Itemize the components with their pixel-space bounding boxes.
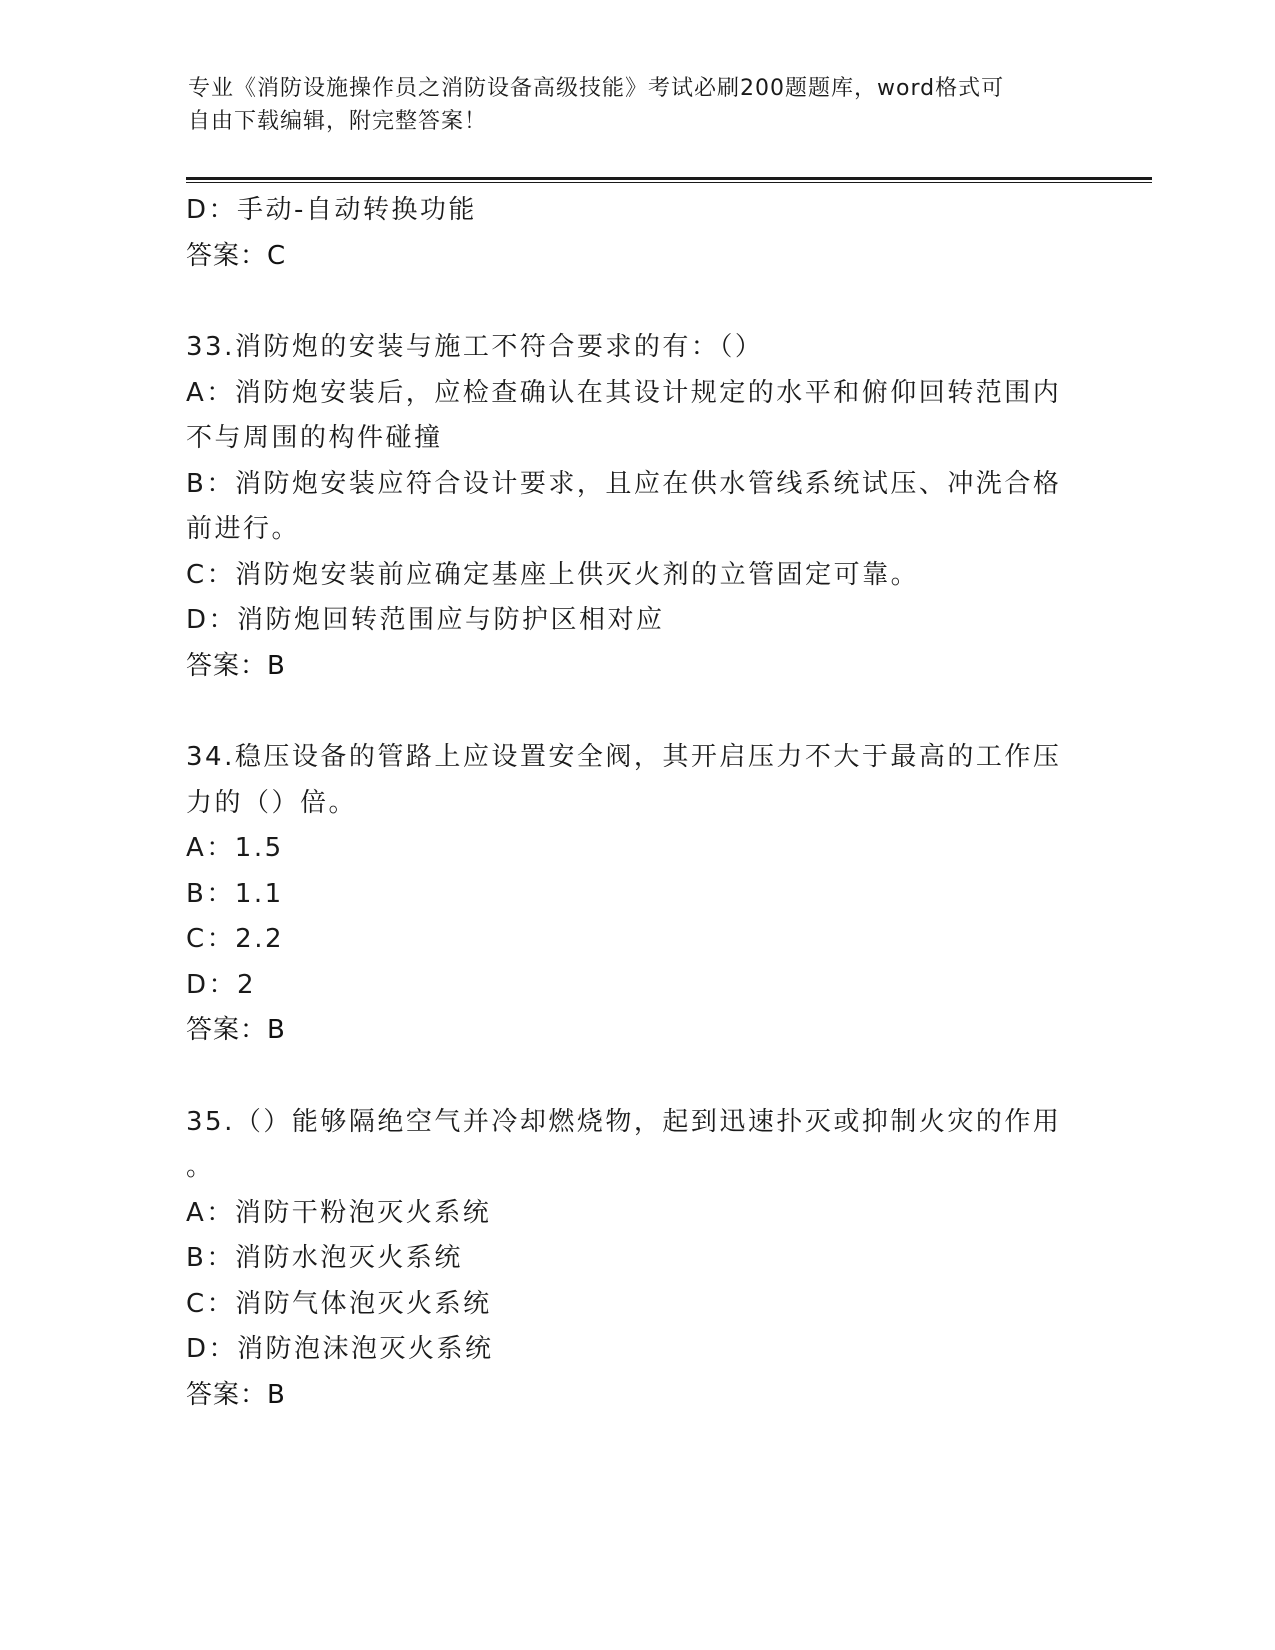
spacer — [186, 279, 1086, 325]
option-d: D：消防泡沫泡灭火系统 — [186, 1334, 494, 1364]
option-c: C：2.2 — [186, 924, 285, 954]
question-stem: 34.稳压设备的管路上应设置安全阀，其开启压力不大于最高的工作压 — [186, 742, 1062, 772]
answer-line: 答案：B — [186, 650, 286, 681]
option-d: D：手动-自动转换功能 — [186, 195, 477, 225]
question-stem: 33.消防炮的安装与施工不符合要求的有：（） — [186, 332, 764, 362]
header-line-2: 自由下载编辑，附完整答案！ — [188, 109, 488, 134]
answer-line: 答案：B — [186, 1379, 286, 1410]
option-c: C：消防炮安装前应确定基座上供灭火剂的立管固定可靠。 — [186, 559, 920, 590]
answer-line: 答案：C — [186, 240, 287, 271]
option-d: D：2 — [186, 969, 257, 1000]
document-header — [188, 72, 1068, 138]
option-b-continued: 前进行。 — [186, 514, 301, 544]
option-b: B：消防炮安装应符合设计要求，且应在供水管线系统试压、冲洗合格 — [186, 468, 1062, 499]
option-a: A：消防炮安装后，应检查确认在其设计规定的水平和俯仰回转范围内 — [186, 377, 1062, 408]
option-a: A：1.5 — [186, 833, 284, 863]
option-b: B：1.1 — [186, 878, 284, 909]
header-divider-thick — [186, 177, 1152, 180]
question-stem: 35.（）能够隔绝空气并冷却燃烧物，起到迅速扑灭或抑制火灾的作用 — [186, 1106, 1062, 1137]
question-stem-continued: 力的（）倍。 — [186, 787, 358, 818]
spacer — [186, 1054, 1086, 1100]
option-b: B：消防水泡灭火系统 — [186, 1243, 463, 1273]
option-a: A：消防干粉泡灭火系统 — [186, 1197, 492, 1228]
option-d: D：消防炮回转范围应与防护区相对应 — [186, 605, 665, 635]
answer-line: 答案：B — [186, 1015, 286, 1045]
option-c: C：消防气体泡灭火系统 — [186, 1288, 492, 1319]
question-35 — [186, 1100, 1086, 1419]
question-33 — [186, 325, 1086, 689]
question-list — [186, 188, 1086, 1418]
header-divider-thin — [186, 182, 1152, 183]
question-34 — [186, 735, 1086, 1054]
question-stem-continued: 。 — [186, 1152, 215, 1182]
question-32-tail — [186, 188, 1086, 279]
header-line-1: 专业《消防设施操作员之消防设备高级技能》考试必刷200题题库，word格式可 — [188, 76, 1005, 101]
option-a-continued: 不与周围的构件碰撞 — [186, 423, 443, 453]
spacer — [186, 689, 1086, 735]
